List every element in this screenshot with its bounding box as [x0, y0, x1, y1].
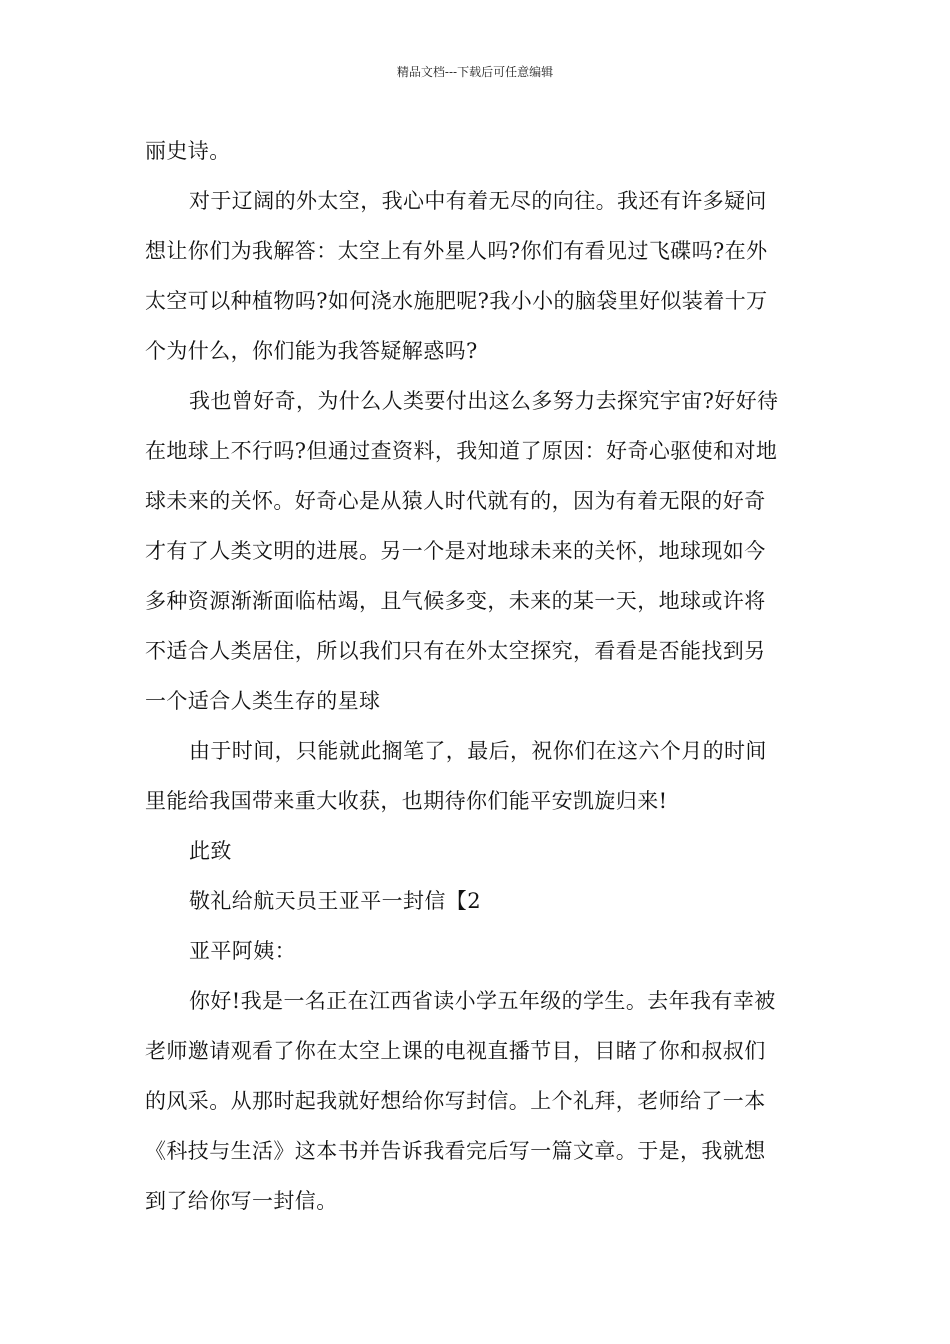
paragraph-farewell	[145, 726, 807, 826]
paragraph-letter-title	[145, 876, 807, 926]
text-line: 你好!我是一名正在江西省读小学五年级的学生。去年我有幸被	[189, 989, 776, 1013]
text-line: 的风采。从那时起我就好想给你写封信。上个礼拜，老师给了一本	[145, 1089, 766, 1113]
paragraph-space-questions	[145, 176, 807, 376]
paragraph-greeting	[145, 926, 807, 976]
text-line: 丽史诗。	[145, 139, 231, 163]
text-line: 到了给你写一封信。	[145, 1189, 338, 1213]
text-line: 此致	[189, 839, 232, 863]
paragraph-closing-fragment	[145, 126, 807, 176]
text-line: 球未来的关怀。好奇心是从猿人时代就有的，因为有着无限的好奇	[145, 489, 766, 513]
text-line: 才有了人类文明的进展。另一个是对地球未来的关怀，地球现如今	[145, 539, 766, 563]
letter-body	[145, 126, 807, 1226]
text-line: 一个适合人类生存的星球	[145, 689, 381, 713]
text-line: 敬礼给航天员王亚平一封信【2	[189, 889, 481, 913]
text-line: 对于辽阔的外太空，我心中有着无尽的向往。我还有许多疑问	[189, 189, 767, 213]
page-header: 精品文档---下载后可任意编辑	[396, 65, 554, 79]
text-line: 个为什么，你们能为我答疑解惑吗?	[145, 339, 478, 363]
paragraph-why-explore	[145, 376, 807, 726]
text-line: 在地球上不行吗?但通过查资料，我知道了原因：好奇心驱使和对地	[145, 439, 778, 463]
paragraph-salutation	[145, 826, 807, 876]
text-line: 亚平阿姨：	[189, 939, 296, 963]
text-line: 老师邀请观看了你在太空上课的电视直播节目，目睹了你和叔叔们	[145, 1039, 766, 1063]
text-line: 不适合人类居住，所以我们只有在外太空探究，看看是否能找到另	[145, 639, 766, 663]
paragraph-introduction	[145, 976, 807, 1226]
text-line: 里能给我国带来重大收获，也期待你们能平安凯旋归来!	[145, 789, 668, 813]
text-line: 太空可以种植物吗?如何浇水施肥呢?我小小的脑袋里好似装着十万	[145, 289, 768, 313]
text-line: 多种资源渐渐面临枯竭，且气候多变，未来的某一天，地球或许将	[145, 589, 766, 613]
text-line: 《科技与生活》这本书并告诉我看完后写一篇文章。于是，我就想	[145, 1139, 766, 1163]
text-line: 我也曾好奇，为什么人类要付出这么多努力去探究宇宙?好好待	[189, 389, 779, 413]
text-line: 想让你们为我解答：太空上有外星人吗?你们有看见过飞碟吗?在外	[145, 239, 768, 263]
text-line: 由于时间，只能就此搁笔了，最后，祝你们在这六个月的时间	[189, 739, 767, 763]
